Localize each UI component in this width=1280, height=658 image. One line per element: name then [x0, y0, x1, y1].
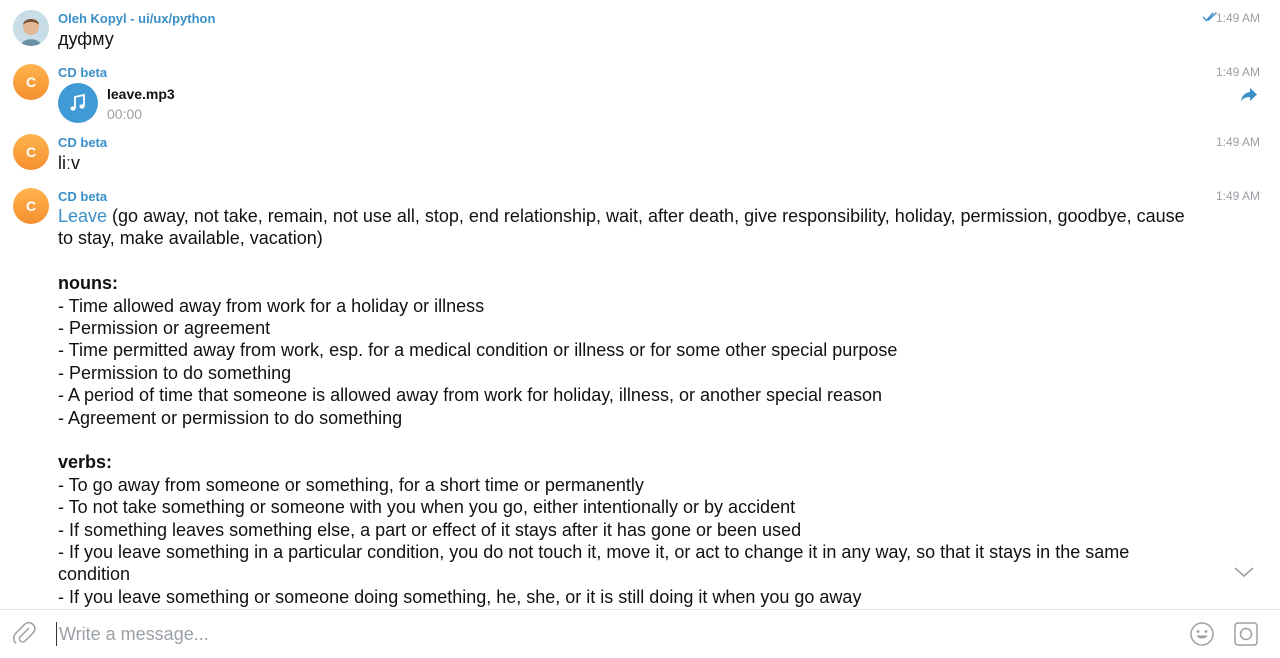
verb-item: - If something leaves something else, a part or effect of it stays after it has gone or been used: [58, 519, 802, 540]
message-time: 1:49 AM: [1215, 135, 1260, 149]
music-note-icon: [68, 93, 88, 113]
noun-item: - Time allowed away from work for a holiday or illness: [58, 295, 485, 316]
scroll-down-chevron-icon[interactable]: [1233, 565, 1255, 579]
noun-item: - Permission to do something: [58, 362, 292, 383]
message-text: liːv: [58, 153, 80, 173]
verb-item: - To not take something or someone with you when you go, either intentionally or by accident: [58, 497, 796, 518]
word-link[interactable]: Leave: [58, 206, 108, 226]
message-time: 1:49 AM: [1215, 189, 1260, 203]
sender-name[interactable]: Oleh Kopyl - ui/ux/python: [58, 11, 216, 26]
emoji-smiley-icon[interactable]: [1189, 621, 1215, 647]
noun-item: - Permission or agreement: [58, 318, 271, 339]
message-time: 1:49 AM: [1215, 11, 1260, 25]
message-2: [0, 60, 1280, 130]
verb-item: - If you leave something or someone doing something, he, she, or it is still doing it when you go away: [58, 586, 862, 607]
message-time: 1:49 AM: [1215, 65, 1260, 79]
avatar[interactable]: [13, 10, 49, 46]
sender-name[interactable]: CD beta: [58, 189, 108, 204]
audio-duration: 00:00: [107, 106, 143, 122]
message-input[interactable]: [56, 622, 1159, 646]
message-composer: [0, 609, 1280, 658]
sender-name[interactable]: CD beta: [58, 65, 108, 80]
user-photo-icon: [13, 10, 49, 46]
noun-item: - Agreement or permission to do something: [58, 407, 403, 428]
verb-item: - If you leave something in a particular condition, you do not touch it, move it, or act to change it in any way, so that it stays in the same condition: [58, 542, 1130, 585]
noun-item: - Time permitted away from work, esp. for a medical condition or illness or for some other special purpose: [58, 340, 898, 361]
sender-name[interactable]: CD beta: [58, 135, 108, 150]
audio-play-button[interactable]: [58, 83, 98, 123]
audio-file-name[interactable]: leave.mp3: [107, 86, 175, 102]
verb-item: - To go away from someone or something, for a short time or permanently: [58, 474, 644, 495]
noun-item: - A period of time that someone is allowed away from work for holiday, illness, or another special reason: [58, 385, 883, 406]
avatar[interactable]: C: [13, 64, 49, 100]
definition-text: [58, 205, 1198, 608]
attach-paperclip-icon[interactable]: [12, 620, 36, 646]
message-3: [0, 130, 1280, 184]
share-icon[interactable]: [1240, 87, 1258, 103]
message-text: дуфму: [58, 29, 114, 49]
message-1: [0, 0, 1280, 60]
definition-intro: Leave (go away, not take, remain, not use all, stop, end relationship, wait, after death, give responsibility, holiday, permission, goodbye, cause to stay, make available, vacation): [58, 206, 1185, 249]
avatar[interactable]: C: [13, 188, 49, 224]
nouns-heading: nouns:: [58, 273, 118, 294]
message-4: [0, 184, 1280, 609]
avatar[interactable]: C: [13, 134, 49, 170]
bot-command-icon[interactable]: [1233, 621, 1259, 647]
verbs-heading: verbs:: [58, 452, 113, 473]
